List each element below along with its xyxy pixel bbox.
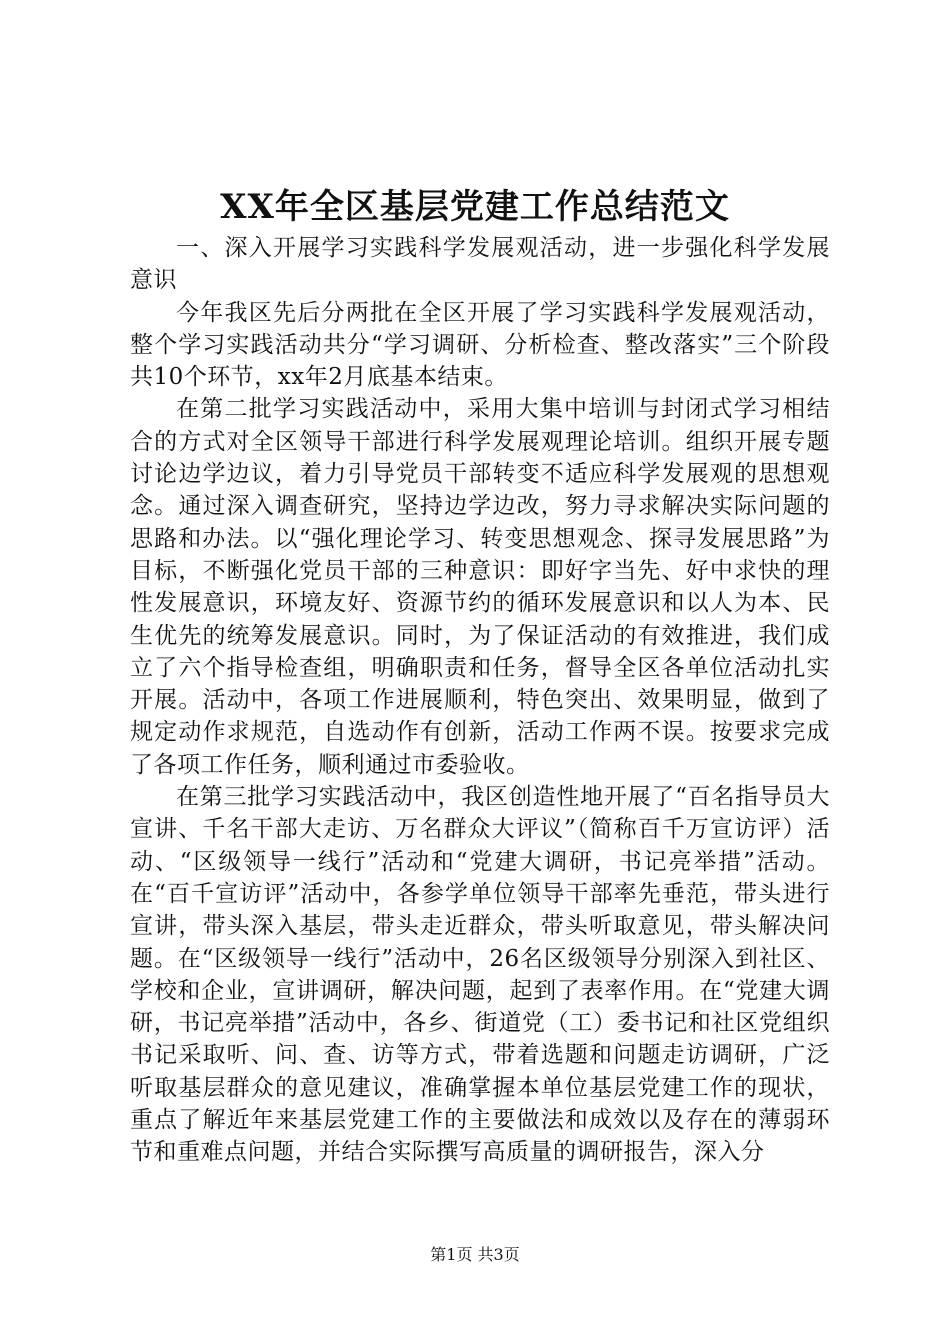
page-footer: 第1页 共3页 xyxy=(430,1245,520,1264)
paragraph-section-heading: 一、深入开展学习实践科学发展观活动，进一步强化科学发展意识 xyxy=(130,235,830,294)
document-body xyxy=(130,232,830,1169)
paragraph-overview: 今年我区先后分两批在全区开展了学习实践科学发展观活动，整个学习实践活动共分“学习调研、分析检查、整改落实”三个阶段共10个环节，xx年2月底基本结束。 xyxy=(130,299,830,391)
paragraph-third-batch: 在第三批学习实践活动中，我区创造性地开展了“百名指导员大宣讲、千名干部大走访、万名群众大评议”（简称百千万宣访评）活动、“区级领导一线行”活动和“党建大调研，书记亮举措”活动。在“百千宣访评”活动中，各参学单位领导干部率先垂范，带头进行宣讲，带头深入基层，带头走近群众，带头听取意见，带头解决问题。在“区级领导一线行”活动中，26名区级领导分别深入到社区、学校和企业，宣讲调研，解决问题，起到了表率作用。在“党建大调研，书记亮举措”活动中，各乡、街道党（工）委书记和社区党组织书记采取听、问、查、访等方式，带着选题和问题走访调研，广泛听取基层群众的意见建议，准确掌握本单位基层党建工作的现状，重点了解近年来基层党建工作的主要做法和成效以及存在的薄弱环节和重难点问题，并结合实际撰写高质量的调研报告，深入分 xyxy=(130,784,830,1166)
document-title: XX年全区基层党建工作总结范文 xyxy=(220,187,730,227)
paragraph-second-batch: 在第二批学习实践活动中，采用大集中培训与封闭式学习相结合的方式对全区领导干部进行科学发展观理论培训。组织开展专题讨论边学边议，着力引导党员干部转变不适应科学发展观的思想观念。通过深入调查研究，坚持边学边改，努力寻求解决实际问题的思路和办法。以“强化理论学习、转变思想观念、探寻发展思路”为目标，不断强化党员干部的三种意识：即好字当先、好中求快的理性发展意识，环境友好、资源节约的循环发展意识和以人为本、民生优先的统筹发展意识。同时，为了保证活动的有效推进，我们成立了六个指导检查组，明确职责和任务，督导全区各单位活动扎实开展。活动中，各项工作进展顺利，特色突出、效果明显，做到了规定动作求规范，自选动作有创新，活动工作两不误。按要求完成了各项工作任务，顺利通过市委验收。 xyxy=(130,396,830,778)
